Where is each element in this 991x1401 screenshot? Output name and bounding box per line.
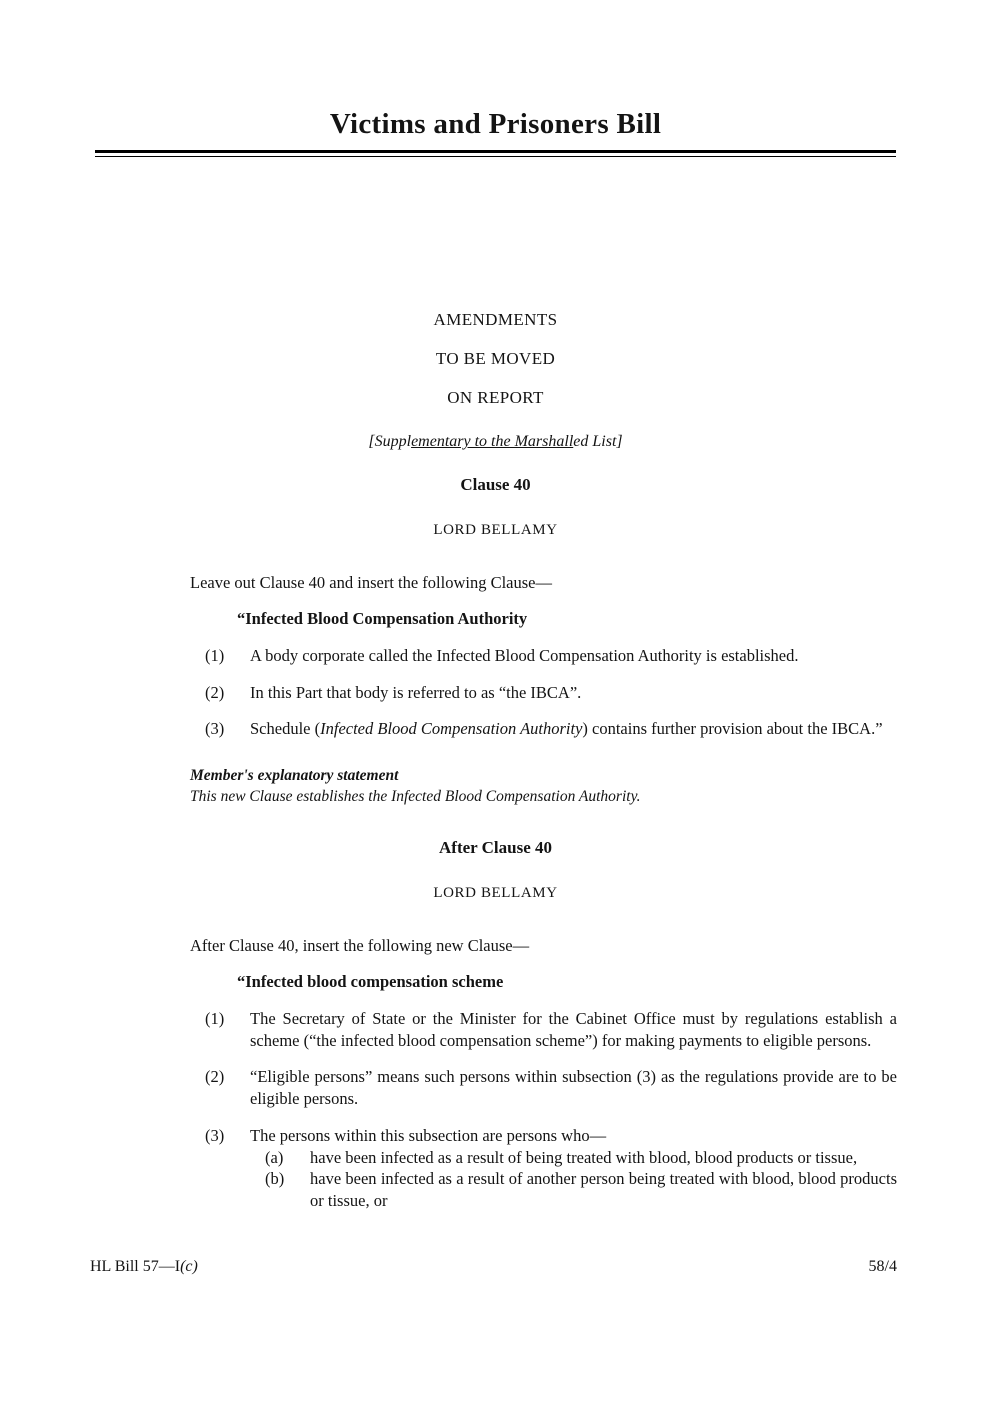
bill-reference [90, 1256, 198, 1277]
after-clause-40-heading: After Clause 40 [439, 838, 552, 858]
mover-name: LORD BELLAMY [433, 884, 558, 901]
amendment-1-body [190, 572, 897, 807]
clause-text-pre: Schedule ( [250, 719, 321, 739]
sub-clause-text: have been infected as a result of being treated with blood, blood products or tissue, [310, 1147, 858, 1167]
supplementary-note [0, 431, 991, 452]
marshalled-list-link[interactable]: ementary to the Marshall [411, 433, 574, 450]
clause-item [190, 718, 897, 740]
page-title: Victims and Prisoners Bill [329, 108, 662, 140]
clause-item [190, 1066, 897, 1110]
explanatory-statement [190, 766, 897, 807]
clause-item [190, 645, 897, 667]
explanatory-label: Member's explanatory statement [190, 767, 399, 785]
clause-text: In this Part that body is referred to as “the IBCA”. [250, 682, 582, 702]
clause-text [250, 1125, 897, 1212]
clause-item [190, 1125, 897, 1212]
clause-intro-text: The persons within this subsection are persons who— [250, 1125, 607, 1145]
mover-name: LORD BELLAMY [433, 521, 558, 538]
amendments-heading-line: AMENDMENTS [433, 310, 558, 329]
bill-reference-text: HL Bill 57—I [90, 1258, 181, 1275]
clause-item [190, 682, 897, 704]
amendments-heading-line: ON REPORT [447, 388, 544, 407]
sub-clause-item [250, 1147, 897, 1169]
amendments-heading-line: TO BE MOVED [435, 349, 556, 368]
clause-number: (2) [205, 682, 225, 702]
supplementary-pre: [Suppl [368, 433, 412, 450]
page-number: 58/4 [868, 1258, 897, 1275]
amendment-2-body [190, 935, 897, 1212]
clause-item [190, 1008, 897, 1052]
clause-number: (1) [205, 645, 225, 665]
new-clause-title: “Infected blood compensation scheme [237, 972, 504, 992]
sub-clause-text: have been infected as a result of another person being treated with blood, blood products or tissue, or [310, 1169, 897, 1211]
sub-clause-item [250, 1168, 897, 1212]
amendment-instruction: Leave out Clause 40 and insert the following Clause— [190, 573, 553, 593]
clause-text: “Eligible persons” means such persons within subsection (3) as the regulations provide are to be eligible persons. [250, 1067, 897, 1109]
sub-clause-letter: (a) [265, 1147, 284, 1167]
title-rule [95, 150, 896, 157]
supplementary-post: ed List] [573, 433, 623, 450]
clause-text-post: ) contains further provision about the IBCA.” [582, 719, 883, 739]
sub-clause-letter: (b) [265, 1169, 285, 1189]
clause-number: (2) [205, 1067, 225, 1087]
bill-reference-suffix: (c) [180, 1258, 198, 1275]
clause-40-heading: Clause 40 [460, 475, 531, 495]
clause-number: (3) [205, 1125, 225, 1145]
clause-text: The Secretary of State or the Minister for the Cabinet Office must by regulations establish a scheme (“the infected blood compensation scheme”) for making payments to eligible persons. [250, 1008, 897, 1050]
schedule-name-italic: Infected Blood Compensation Authority [320, 719, 583, 739]
explanatory-text: This new Clause establishes the Infected Blood Compensation Authority. [190, 787, 641, 805]
amendment-instruction: After Clause 40, insert the following new Clause— [190, 936, 530, 956]
clause-text: A body corporate called the Infected Blood Compensation Authority is established. [250, 645, 799, 665]
new-clause-title: “Infected Blood Compensation Authority [237, 609, 528, 629]
clause-number: (1) [205, 1008, 225, 1028]
clause-number: (3) [205, 719, 225, 739]
clause-text [250, 718, 897, 740]
amendments-heading-block [0, 309, 991, 409]
page-footer [90, 1256, 897, 1277]
